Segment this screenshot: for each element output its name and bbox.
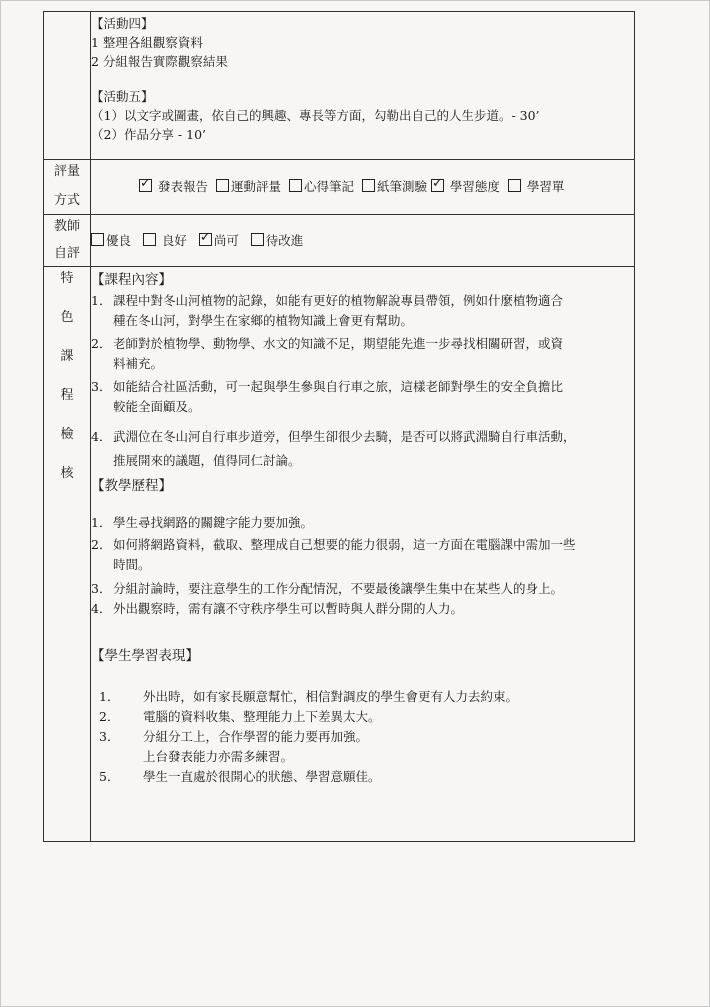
list-item-cont: 時間。: [113, 557, 151, 572]
evaluation-label: [44, 160, 91, 215]
activity4-title: 【活動四】: [91, 16, 154, 31]
checkbox-icon: [216, 179, 229, 192]
review-label: [44, 267, 91, 842]
self-eval-good: 良好: [143, 233, 187, 248]
eval-option-test: 紙筆測驗: [358, 179, 427, 194]
review-label-char-1: 特: [60, 271, 74, 286]
self-eval-options: [91, 215, 635, 267]
review-content: [91, 267, 635, 842]
activity5-line-1: （1）以文字或圖畫，依自己的興趣、專長等方面，勾勒出自己的人生步道。- 30’: [91, 108, 540, 123]
student-performance-title: 【學生學習表現】: [91, 648, 199, 664]
review-label-char-2: 色: [60, 310, 74, 325]
list-item: 1． 課程中對冬山河植物的記錄，如能有更好的植物解說專員帶領，例如什麼植物適合: [91, 293, 564, 308]
list-item: 4． 武淵位在冬山河自行車步道旁，但學生卻很少去騎，是否可以將武淵騎自行車活動，: [91, 429, 576, 444]
list-item: 3． 如能結合社區活動，可一起與學生參與自行車之旅，這樣老師對學生的安全負擔比: [91, 379, 564, 394]
self-eval-excellent: 優良: [91, 233, 131, 248]
activities-cell: [91, 12, 635, 160]
checkbox-icon: [362, 179, 375, 192]
activity5-line-2: （2）作品分享 - 10’: [91, 127, 207, 142]
list-item: 3． 分組討論時，要注意學生的工作分配情況，不要最後讓學生集中在某些人的身上。: [91, 581, 564, 596]
list-item: 1． 學生尋找網路的關鍵字能力要加強。: [91, 515, 314, 530]
review-label-char-4: 程: [60, 388, 74, 403]
list-item: 2． 老師對於植物學、動物學、水文的知識不足，期望能先進一步尋找相關研習，或資: [91, 336, 564, 351]
eval-option-attitude: ✓ 學習態度: [431, 179, 500, 194]
list-item: 上台發表能力亦需多練習。: [143, 749, 294, 764]
checkbox-icon: [143, 233, 156, 246]
self-eval-fair: ✓ 尚可: [199, 233, 239, 248]
activity4-line-2: 2 分組報告實際觀察結果: [91, 54, 228, 69]
review-label-char-5: 檢: [60, 427, 74, 442]
list-item-cont: 料補充。: [113, 356, 164, 371]
review-label-char-3: 課: [60, 349, 74, 364]
evaluation-label-line2: 方式: [53, 193, 80, 208]
eval-option-notes: 心得筆記: [285, 179, 354, 194]
list-item: 4． 外出觀察時，需有讓不守秩序學生可以暫時與人群分開的人力。: [91, 601, 464, 616]
checkbox-icon: [251, 233, 264, 246]
eval-option-report: ✓ 發表報告: [139, 179, 208, 194]
eval-option-worksheet: 學習單: [504, 179, 564, 194]
eval-option-sport: 運動評量: [212, 179, 281, 194]
empty-label-cell: [44, 12, 91, 160]
checkbox-icon: [289, 179, 302, 192]
evaluation-label-line1: 評量: [53, 164, 80, 179]
list-item: 2． 如何將網路資料，截取、整理成自己想要的能力很弱，這一方面在電腦課中需加一些: [91, 537, 576, 552]
self-eval-label-line1: 教師: [53, 219, 80, 234]
checkbox-checked-icon: [199, 233, 212, 246]
list-item: 1． 外出時，如有家長願意幫忙，相信對調皮的學生會更有人力去約束。: [99, 689, 519, 704]
review-label-char-6: 核: [60, 466, 74, 481]
self-eval-label: [44, 215, 91, 267]
checkbox-icon: [91, 233, 104, 246]
checkbox-icon: [508, 179, 521, 192]
list-item-cont: 推展開來的議題，值得同仁討論。: [113, 453, 301, 468]
teaching-process-title: 【教學歷程】: [91, 478, 172, 494]
course-content-title: 【課程內容】: [91, 272, 172, 288]
lesson-review-table: [43, 11, 635, 842]
self-eval-label-line2: 自評: [53, 246, 80, 261]
list-item: 5． 學生一直處於很開心的狀態、學習意願佳。: [99, 769, 381, 784]
checkbox-checked-icon: [139, 179, 152, 192]
list-item-cont: 種在冬山河，對學生在家鄉的植物知識上會更有幫助。: [113, 313, 414, 328]
list-item-cont: 較能全面顧及。: [113, 399, 201, 414]
evaluation-options: [91, 160, 635, 215]
list-item: 3． 分組分工上，合作學習的能力要再加強。: [99, 729, 369, 744]
activity4-line-1: 1 整理各組觀察資料: [91, 35, 203, 50]
checkbox-checked-icon: [431, 179, 444, 192]
list-item: 2． 電腦的資料收集、整理能力上下差異太大。: [99, 709, 381, 724]
self-eval-improve: 待改進: [251, 233, 304, 248]
activity5-title: 【活動五】: [91, 89, 154, 104]
